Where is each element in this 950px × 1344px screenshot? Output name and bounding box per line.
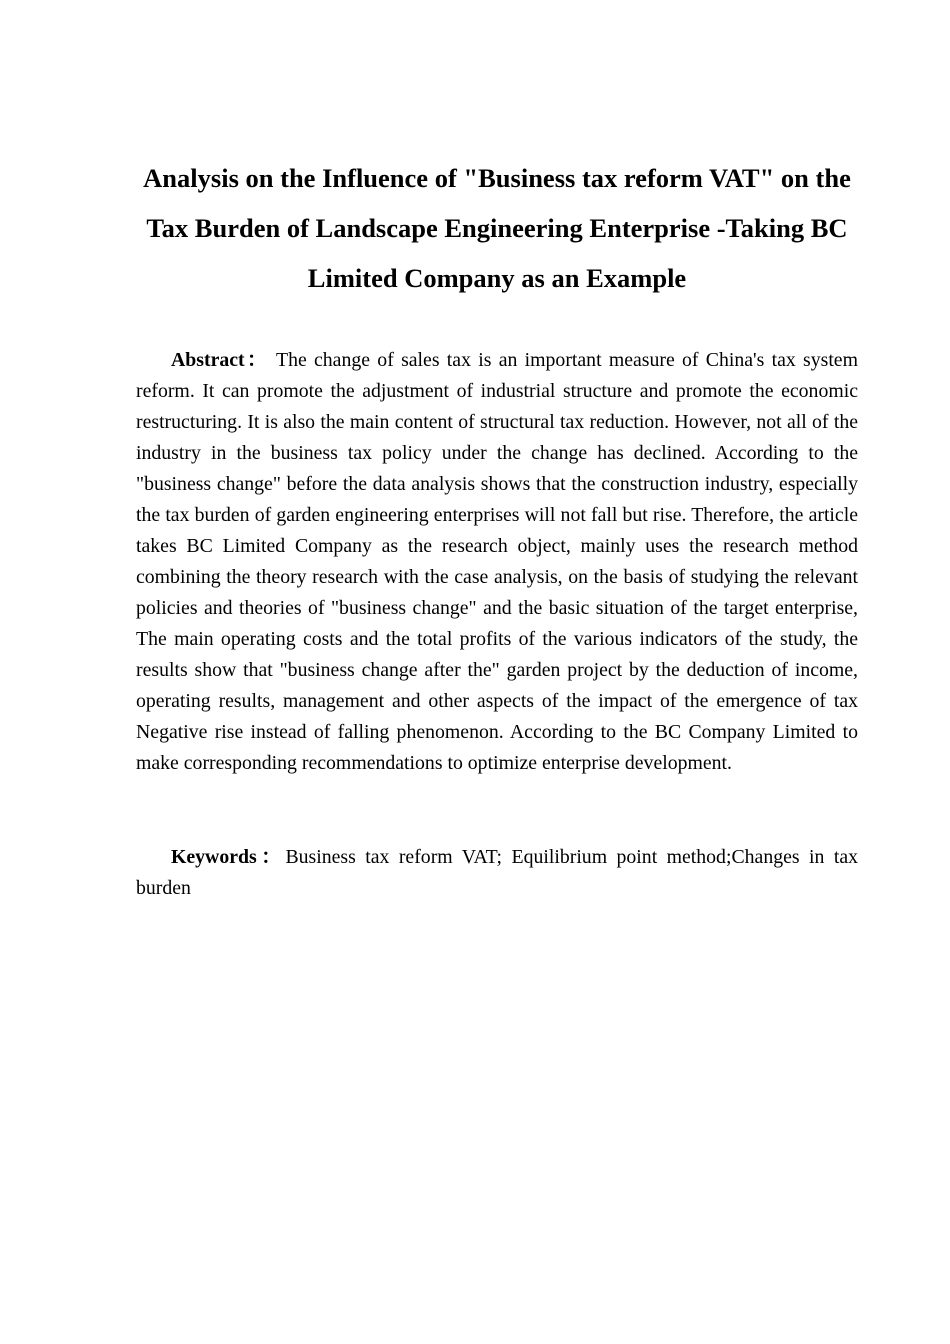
keywords-paragraph <box>136 842 858 904</box>
abstract-label: Abstract： <box>171 349 270 371</box>
keywords-text: Business tax reform VAT; Equilibrium point method;Changes in tax burden <box>136 846 858 899</box>
paper-title: Analysis on the Influence of "Business tax reform VAT" on the Tax Burden of Landscape Engineering Enterprise -Taking BC Limited Company as an Example <box>143 163 851 293</box>
keywords-label: Keywords： <box>171 846 286 868</box>
abstract-text: The change of sales tax is an important measure of China's tax system reform. It can promote the adjustment of industrial structure and promote the economic restructuring. It is also the main content of structural tax reduction. However, not all of the industry in the business tax policy under the change has declined. According to the "business change" before the data analysis shows that the construction industry, especially the tax burden of garden engineering enterprises will not fall but rise. Therefore, the article takes BC Limited Company as the research object, mainly uses the research method combining the theory research with the case analysis, on the basis of studying the relevant policies and theories of "business change" and the basic situation of the target enterprise, The main operating costs and the total profits of the various indicators of the study, the results show that "business change after the" garden project by the deduction of income, operating results, management and other aspects of the impact of the emergence of tax Negative rise instead of falling phenomenon. According to the BC Company Limited to make corresponding recommendations to optimize enterprise development. <box>136 349 858 774</box>
abstract-paragraph <box>136 345 858 779</box>
